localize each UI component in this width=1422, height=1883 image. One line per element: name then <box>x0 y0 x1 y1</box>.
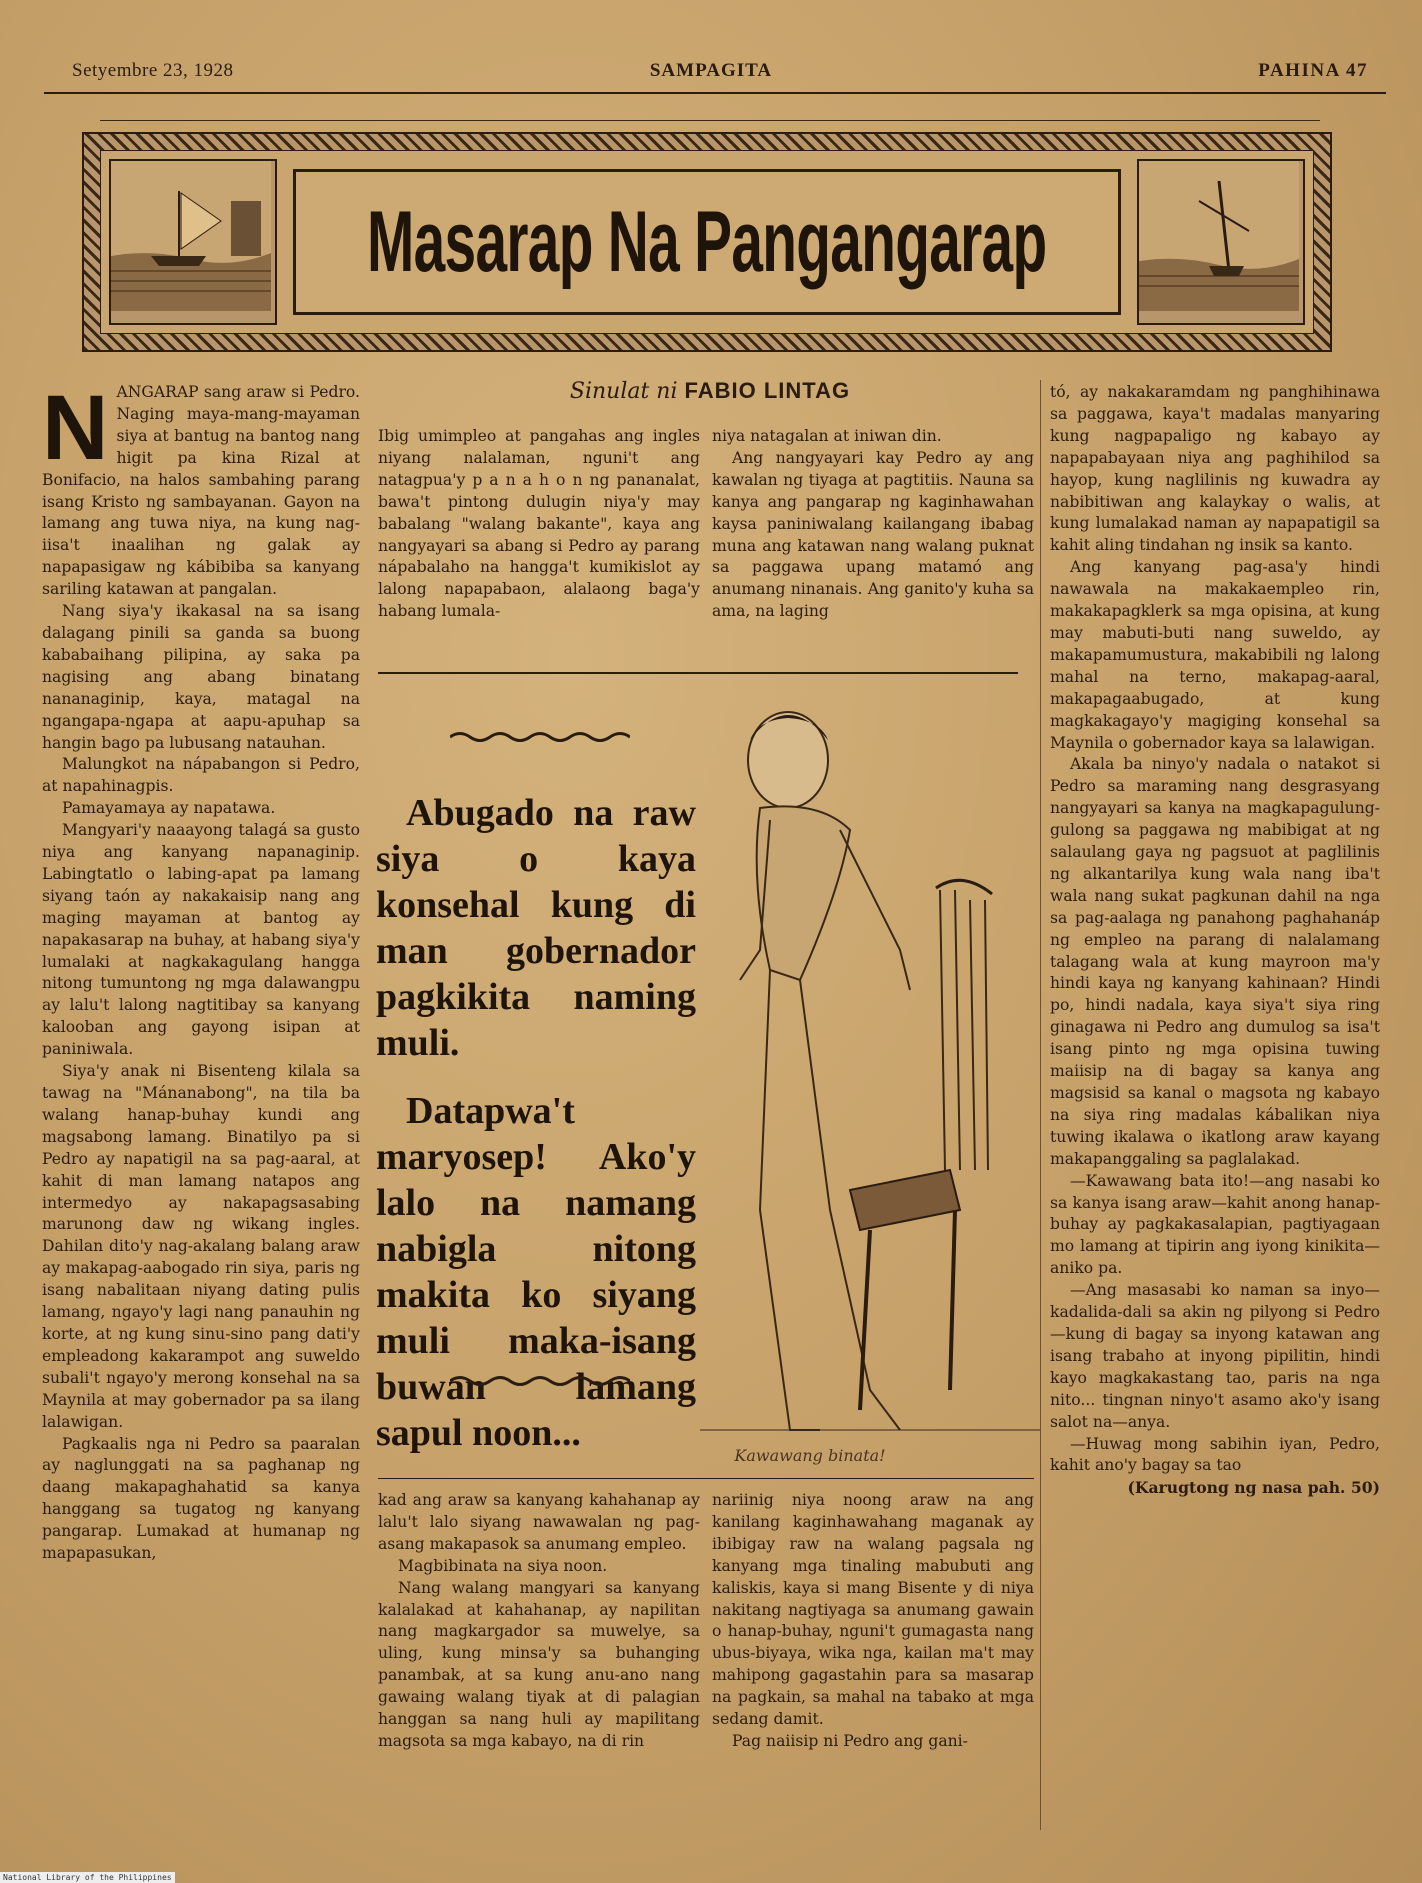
column-3-bottom <box>712 1490 1034 1753</box>
byline <box>380 378 1040 404</box>
paragraph: kad ang araw sa kanyang kahahanap ay lalu't lalo siyang nawawalan ng pag-asang makapasok sa anumang empleo. <box>378 1491 700 1553</box>
paragraph: Ang nangyayari kay Pedro ay ang kawalan ng tiyaga at pagtitiis. Nauna sa kanya ang pangarap ng kaginhawahan kaysa paniniwalang kailangang ibabag muna ang katawan nang walang puknat sa paggawa upang matamó ang anumang ninanais. Ang ganito'y kuha sa ama, na laging <box>712 448 1034 621</box>
ornament-bottom <box>440 1372 640 1393</box>
paragraph: Akala ba ninyo'y nadala o natakot si Pedro sa maraming nang desgrasyang nangyayari sa kanya na magkapagulung-gulong sa paggawa ng mabibigat at ng salaulang gaya ng pagsuot at paglilinis ng alkantarilya kung wala nang iba't wala nang sukat pagkunan dahil na nga sa pag-aalaga ng panahong paghahanáp ng empleo na parang di nalalamang talagang wala at kung mayroon ma'y hindi kaya ng kanyang kahinaan? Hindi po, hindi nadala, kaya siya't siya ring ginagawa ni Pedro ang dumulog sa isa't isang pinto ng mga opisina tuwing maiisip na di bagay sa kanya ang magsisid sa kanal o magsota ng kabayo na siya ring madalas kábalikan niya tuwing ikalawa o ikatlong araw kayang makapanggaling sa paglalakad. <box>1050 755 1380 1168</box>
issue-date: Setyembre 23, 1928 <box>72 60 234 81</box>
column-4 <box>1050 382 1380 1499</box>
paragraph: tó, ay nakakaramdam ng panghihinawa sa paggawa, kaya't madalas manyaring kung nagpapaligo ng kabayo ay napapabayaan niya ang paghihilod sa hayop, kung naglilinis ng kuwadra ay nabibitiwan ang kalaykay o walis, at kung lumalakad naman ay napapatigil sa kahit aling tindahan ng insik sa kanto. <box>1050 383 1380 555</box>
paragraph: Pamayamaya ay napatawa. <box>62 799 276 818</box>
column-divider <box>1040 380 1041 1830</box>
paragraph: —Ang masasabi ko naman sa inyo—kadalida-dali sa akin ng pilyong si Pedro—kung di bagay sa inyong katawan ang isang trabaho at inyong pipilitin, hindi kayo magkakastang tao, paris na nga nito... tingnan ninyo't asamo ako'y isang salot na—anya. <box>1050 1281 1380 1431</box>
ornament-top <box>440 728 640 749</box>
drop-cap: N <box>42 377 109 479</box>
column-3-top <box>712 426 1034 623</box>
paragraph: niya natagalan at iniwan din. <box>712 427 942 445</box>
lead-paragraph <box>42 377 360 601</box>
continued-notice: (Karugtong ng nasa pah. 50) <box>1127 1478 1380 1498</box>
boat-vignette <box>109 159 277 325</box>
column-2-bottom <box>378 1490 700 1753</box>
byline-prefix: Sinulat ni <box>569 379 678 404</box>
paragraph: Ang kanyang pag-asa'y hindi nawawala na makakaempleo rin, makakapagklerk sa mga opisina, at kung may mabuti-buti nang suweldo, ay makapamumustura, makabibili ng lalong mahal na terno, makapag-aaral, makapagaabugado, at kung magkakagayo'y magiging konsehal sa Maynila o gobernador kaya sa lalawigan. <box>1050 558 1380 752</box>
section-rule <box>378 672 1018 674</box>
title-box <box>293 169 1121 315</box>
pull-quote-1: Abugado na raw siya o kaya konsehal kung di man gobernador pagkikita naming muli. <box>376 792 696 1064</box>
paragraph: Siya'y anak ni Bisenteng kilala sa tawag na "Mánanabong", na tila ba walang hanap-buhay kundi ang magsabong lamang. Binatilyo pa si Pedro ay napatigil na sa pag-aaral, at kahit di man lamang natapos ang intermedyo ay nakapagsasabing marunong daw ng wikang ingles. Dahilan dito'y nag-akalang balang araw ay makapag-aabogado rin siya, paris ng isang nabalitaan niyang dating pulis lamang, ngayo'y lagi nang panauhin ng korte, at ng kung sinu-sino pang dati'y empleadong kakarampot ang suweldo subali't ngayo'y merong konsehal na sa Maynila at may gobernador pa sa ilang lalawigan. <box>42 1062 360 1431</box>
article-title: Masarap Na Pangangarap <box>367 193 1047 290</box>
paragraph: Magbibinata na siya noon. <box>398 1556 608 1575</box>
paragraph: nariinig niya noong araw na ang kanilang kaginhawahang maganak ay ibibigay raw na walang pagsala ng kanyang mga tinaling mabubuti ang kaliskis, kaya si mang Bisente y di niya nakitang nagtiyaga sa anumang gawain o hanap-buhay, nguni't gumagasta nang ubus-biyaya, wika nga, kailan ma't may mahipong gagastahin para sa masarap na pagkain, sa mahal na tabako at mga sedang damit. <box>712 1491 1034 1729</box>
section-rule-bottom <box>378 1478 1034 1479</box>
illustration-caption: Kawawang binata! <box>734 1446 886 1465</box>
paragraph: Nang siya'y ikakasal na sa isang dalagang pinili sa ganda sa buong kababaihang pilipina, ay saka pa nagising ang abang binatang nananaginip, kaya, matagal na ngangapa-ngapa at aapu-apuhap sa hangin bago pa lubusang natauhan. <box>42 602 360 752</box>
illustration-young-man <box>700 690 1040 1450</box>
lead-text: ANGARAP sang araw si Pedro. Naging maya-mang-mayaman siya at bantug na bantog nang higit pa kina Rizal at Bonifacio, na halos sambahing parang isang Kristo ng sambayanan. Gayon na lamang ang tuwa niya, na kung nag-iisa't inaalihan ng galak ay napapasigaw ng kábibiba sa kanyang sariling katawan at pangalan. <box>42 383 360 599</box>
paragraph: Nang walang mangyari sa kanyang kalalakad at kahahanap, ay napilitan nang magkargador sa muwelye, sa uling, kung minsa'y sa buhanging panambak, at sa kung anu-ano nang gawaing walang tiyak at di palagian hanggan sa nang huli ay mapilitang magsota sa mga kabayo, na di rin <box>378 1578 700 1750</box>
library-footer: National Library of the Philippines <box>0 1872 175 1883</box>
boat-vignette-right <box>1137 159 1305 325</box>
paragraph: Ibig umimpleo at pangahas ang ingles niyang nalalaman, nguni't ang natagpua'y p a n a h o n ng pananalat, bawa't pintong dulugin niya'y may babalang "walang bakante", kaya ang nangyayari sa abang si Pedro ay parang nápabalaho na hangga't kumikislot ay lalong napapabaon, alalaong baga'y habang lumala- <box>378 427 700 621</box>
column-1 <box>42 377 360 1565</box>
paragraph: Malungkot na nápabangon si Pedro, at napahinagpis. <box>42 755 360 796</box>
page-number: PAHINA 47 <box>1258 60 1368 81</box>
column-2-top <box>378 426 700 623</box>
paragraph: Mangyari'y naaayong talagá sa gusto niya ang kanyang napanaginip. Labingtatlo o labing-apat pa lamang siyang taón ay nakakaisip nang ang maging mayaman at bantog ay napakasarap na buhay, at habang siya'y lumalaki at nagkakagulang hangga nitong tumuntong ng mga dalawangpu ay lalu't lalong nagtitibay sa kanyang kalooban ang gayong isipan at paniniwala. <box>42 821 360 1059</box>
title-banner <box>82 132 1332 352</box>
pull-quote-2: Datapwa't maryosep! Ako'y lalo na namang nabigla nitong makita ko siyang muli maka-isang buwan lamang sapul noon... <box>376 1090 696 1454</box>
header-rule <box>44 92 1386 94</box>
magazine-name: SAMPAGITA <box>649 60 773 81</box>
paragraph: —Huwag mong sabihin iyan, Pedro, kahit ano'y bagay sa tao <box>1050 1434 1380 1475</box>
paragraph: Pag naiisip ni Pedro ang gani- <box>732 1731 968 1750</box>
paragraph: Pagkaalis nga ni Pedro sa paaralan ay naglunggati na sa paghanap ng daang makapaghahatid sa kanya hanggang sa tugatog ng kanyang pangarap. Lumakad at humanap ng mapapasukan, <box>42 1434 360 1563</box>
ornamental-rule <box>100 120 1320 121</box>
paragraph: —Kawawang bata ito!—ang nasabi ko sa kanya isang araw—kahit anong hanap-buhay ay pagkakasalapian, pagtiyagaan mo lamang at tipirin ang iyong kinikita—aniko pa. <box>1050 1171 1380 1278</box>
author-name: FABIO LINTAG <box>684 378 851 403</box>
